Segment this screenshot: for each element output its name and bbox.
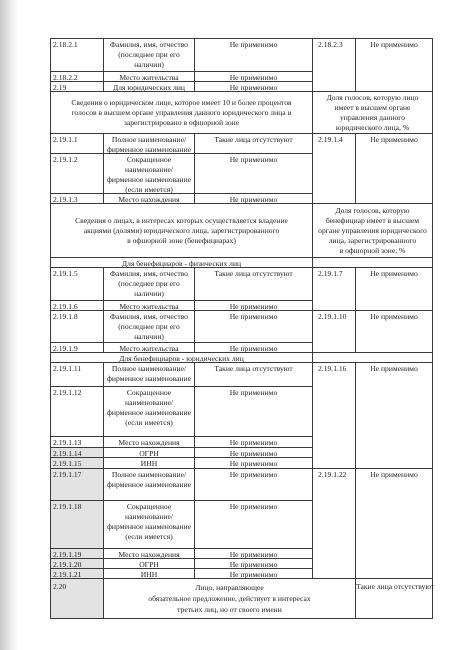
item-label: Место жительства [104, 301, 195, 311]
legal-entity-section-header: Сведения о юридическом лице, которое имеет 10 и более процентов голосов в высшем органе управления данного юридического лица и зарегистрировано в офшорной зоне [51, 92, 313, 134]
item-number: 2.18.2.2 [51, 72, 104, 82]
item-value: Не применимо [195, 154, 313, 194]
item-number: 2.19.1.15 [51, 458, 104, 469]
item-number: 2.19.1.19 [51, 549, 104, 559]
item-number: 2.19.1.18 [51, 501, 104, 549]
share-value: Не применимо [356, 39, 433, 92]
share-value: Не применимо [356, 363, 433, 469]
item-label: Фамилия, имя, отчество (последнее при его наличии) [104, 39, 195, 72]
item-value: Не применимо [195, 458, 313, 469]
item-label: Сокращенное наименование/ фирменное наименование (если имеется) [104, 154, 195, 194]
beneficiary-share-header: Доля голосов, которую бенефициар имеет в высшем органе управления юридического лица, зарегистрированного в офшорной зоне, % [313, 204, 433, 258]
share-value: Не применимо [356, 268, 433, 311]
legal-entities-subheader: Для бенефициаров - юридических лиц [51, 353, 313, 363]
share-number: 2.19.1.4 [313, 134, 356, 204]
item-value: Не применимо [195, 559, 313, 569]
item-label: Полное наименование/ фирменное наименование [104, 469, 195, 501]
item-value: Не применимо [195, 311, 313, 343]
item-label: Место нахождения [104, 549, 195, 559]
item-value: Не применимо [195, 569, 313, 579]
item-number: 2.19.1.11 [51, 363, 104, 387]
item-label: Сокращенное наименование/ фирменное наименование (если имеется) [104, 501, 195, 549]
item-number: 2.19.1.9 [51, 343, 104, 353]
share-value: Не применимо [356, 469, 433, 579]
item-value: Не применимо [195, 39, 313, 72]
item-label: Место жительства [104, 72, 195, 82]
item-value: Такие лица отсутствуют [195, 268, 313, 301]
item-label: ОГРН [104, 559, 195, 569]
item-value: Не применимо [195, 448, 313, 458]
share-value: Не применимо [356, 311, 433, 353]
item-number: 2.19.1.21 [51, 569, 104, 579]
item-number: 2.19.1.17 [51, 469, 104, 501]
item-value: Не применимо [195, 469, 313, 501]
item-number: 2.19 [51, 82, 104, 92]
item-value: Не применимо [195, 549, 313, 559]
item-number: 2.19.1.8 [51, 311, 104, 343]
item-number: 2.19.1.5 [51, 268, 104, 301]
share-number: 2.18.2.3 [313, 39, 356, 92]
item-label: Для юридических лиц [104, 82, 195, 92]
item-label: Место нахождения [104, 437, 195, 448]
item-label: Место нахождения [104, 194, 195, 204]
item-value: Не применимо [195, 194, 313, 204]
item-number: 2.19.1.14 [51, 448, 104, 458]
empty-cell [313, 258, 433, 268]
item-number: 2.20 [51, 579, 104, 619]
item-label: Место жительства [104, 343, 195, 353]
share-value: Не применимо [356, 134, 433, 204]
item-value: Не применимо [195, 501, 313, 549]
item-value: Не применимо [195, 301, 313, 311]
individuals-subheader: Для бенефициаров - физических лиц [51, 258, 313, 268]
item-value: Такие лица отсутствуют [195, 134, 313, 154]
item-number: 2.18.2.1 [51, 39, 104, 72]
item-number: 2.19.1.1 [51, 134, 104, 154]
item-value: Не применимо [195, 437, 313, 448]
item-value: Не применимо [195, 72, 313, 82]
item-label: Фамилия, имя, отчество (последнее при его наличии) [104, 311, 195, 343]
empty-cell [313, 353, 433, 363]
item-value: Не применимо [195, 343, 313, 353]
item-label: Фамилия, имя, отчество (последнее при его наличии) [104, 268, 195, 301]
item-label: ИНН [104, 458, 195, 469]
item-number: 2.19.1.12 [51, 387, 104, 437]
item-label: Полное наименование/ фирменное наименование [104, 363, 195, 387]
legal-entity-share-header: Доля голосов, которую лицо имеет в высшем органе управления данного юридического лица, % [313, 92, 433, 134]
item-label: ИНН [104, 569, 195, 579]
share-number: 2.19.1.10 [313, 311, 356, 353]
item-value: Не применимо [195, 387, 313, 437]
scan-edge-shadow [0, 0, 18, 650]
item-number: 2.19.1.20 [51, 559, 104, 569]
item-label: Полное наименование/ фирменное наименование [104, 134, 195, 154]
share-number: 2.19.1.22 [313, 469, 356, 579]
share-number: 2.19.1.7 [313, 268, 356, 311]
item-number: 2.19.1.6 [51, 301, 104, 311]
item-value: Такие лица отсутствуют [356, 579, 433, 619]
item-value: Не применимо [195, 82, 313, 92]
item-number: 2.19.1.3 [51, 194, 104, 204]
item-number: 2.19.1.13 [51, 437, 104, 448]
item-label: Сокращенное наименование/ фирменное наименование (если имеется) [104, 387, 195, 437]
item-label: Лицо, направляющее обязательное предложение, действует в интересах третьих лиц, но от своего имени [104, 579, 356, 619]
beneficiaries-section-header: Сведения о лицах, в интересах которых осуществляется владение акциями (долями) юридического лица, зарегистрированного в офшорной зоне (бенефициарах) [51, 204, 313, 258]
share-number: 2.19.1.16 [313, 363, 356, 469]
disclosure-table [50, 38, 433, 619]
item-number: 2.19.1.2 [51, 154, 104, 194]
item-label: ОГРН [104, 448, 195, 458]
item-value: Такие лица отсутствуют [195, 363, 313, 387]
